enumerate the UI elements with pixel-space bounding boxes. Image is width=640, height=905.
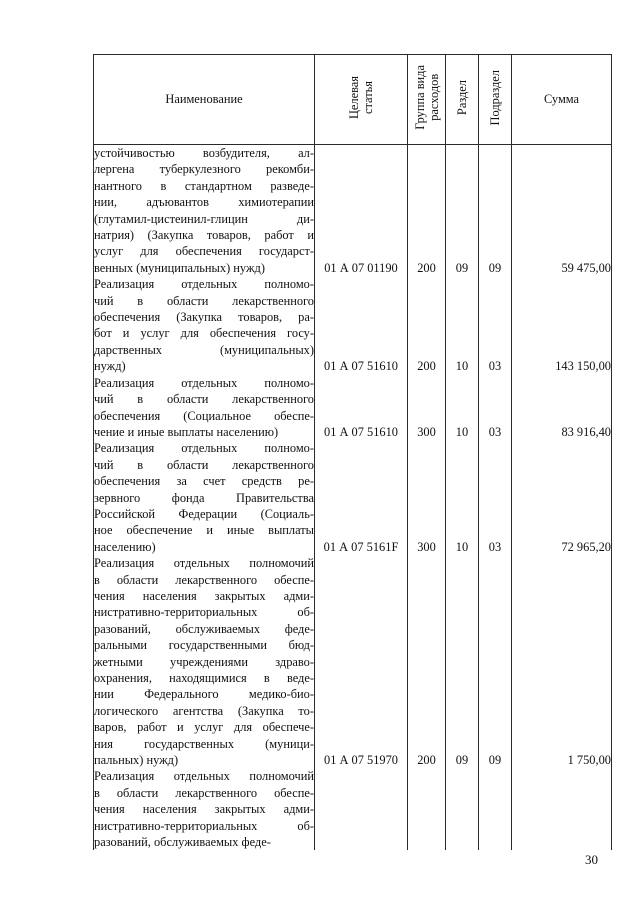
header-target: Целевая статья (315, 55, 408, 145)
name-line: Реализация отдельных полномо- (94, 375, 314, 390)
table-row (94, 768, 612, 850)
header-sum: Сумма (512, 55, 612, 145)
cell-target: 01 А 07 01190 (315, 145, 408, 277)
name-line: нии Федерального медико-био- (94, 687, 314, 702)
name-line: Реализация отдельных полномо- (94, 441, 314, 456)
name-line: нужд) (94, 359, 126, 374)
name-line: разований, обслуживаемых феде- (94, 835, 271, 850)
cell-group (408, 768, 446, 850)
name-line: устойчивостью возбудителя, ал- (94, 146, 314, 160)
name-line: населению) (94, 539, 156, 554)
cell-name (94, 276, 315, 374)
table-row (94, 276, 612, 374)
name-line: чение и иные выплаты населению) (94, 424, 279, 439)
cell-subsection: 03 (479, 276, 512, 374)
name-line: жетными учреждениями здраво- (94, 654, 314, 669)
name-line: чий в области лекарственного (94, 457, 314, 472)
table-row (94, 145, 612, 277)
name-line: зервного фонда Правительства (94, 490, 314, 505)
cell-group: 300 (408, 375, 446, 441)
cell-subsection: 03 (479, 440, 512, 555)
name-line: Реализация отдельных полномо- (94, 277, 314, 292)
name-line: чения населения закрытых адми- (94, 802, 314, 817)
cell-section: 09 (446, 555, 479, 768)
name-line: ния государственных (муници- (94, 736, 314, 751)
cell-section (446, 768, 479, 850)
name-line: в области лекарственного обеспе- (94, 572, 314, 587)
name-line: пальных) нужд) (94, 753, 179, 768)
cell-name (94, 375, 315, 441)
table-header-row (94, 55, 612, 145)
cell-group: 200 (408, 145, 446, 277)
name-line: лергена туберкулезного рекомби- (94, 162, 314, 177)
cell-group: 200 (408, 276, 446, 374)
name-line: обеспечения за счет средств ре- (94, 474, 314, 489)
name-line: Реализация отдельных полномочий (94, 769, 314, 784)
table-row (94, 375, 612, 441)
cell-section: 10 (446, 276, 479, 374)
cell-target (315, 768, 408, 850)
name-line: дарственных (муниципальных) (94, 342, 314, 357)
name-line: разований, обслуживаемых феде- (94, 621, 314, 636)
header-section: Раздел (446, 55, 479, 145)
name-line: услуг для обеспечения государст- (94, 244, 314, 259)
cell-sum: 72 965,20 (512, 440, 612, 555)
name-line: натрия) (Закупка товаров, работ и (94, 228, 314, 243)
cell-sum: 143 150,00 (512, 276, 612, 374)
name-line: обеспечения (Социальное обеспе- (94, 408, 314, 423)
name-line: Реализация отдельных полномочий (94, 556, 314, 571)
page-number: 30 (585, 852, 598, 867)
name-line: ральными государственными бюд- (94, 638, 314, 653)
name-line: охранения, находящимися в веде- (94, 671, 314, 685)
table-row (94, 440, 612, 555)
name-line: Российской Федерации (Социаль- (94, 506, 314, 521)
cell-subsection: 09 (479, 145, 512, 277)
header-group: Группа вида расходов (408, 55, 446, 145)
cell-section: 10 (446, 440, 479, 555)
name-line: варов, работ и услуг для обеспече- (94, 720, 314, 735)
cell-subsection (479, 768, 512, 850)
cell-target: 01 А 07 51970 (315, 555, 408, 768)
header-name: Наименование (94, 55, 315, 145)
cell-target: 01 А 07 5161F (315, 440, 408, 555)
name-line: чий в области лекарственного (94, 392, 314, 407)
cell-subsection: 03 (479, 375, 512, 441)
cell-name (94, 440, 315, 555)
name-line: логического агентства (Закупка то- (94, 703, 314, 718)
cell-group: 300 (408, 440, 446, 555)
cell-group: 200 (408, 555, 446, 768)
cell-name (94, 145, 315, 277)
cell-name (94, 768, 315, 850)
cell-name (94, 555, 315, 768)
cell-target: 01 А 07 51610 (315, 276, 408, 374)
name-line: нантного в стандартном разведе- (94, 178, 314, 193)
cell-sum: 59 475,00 (512, 145, 612, 277)
name-line: (глутамил-цистеинил-глицин ди- (94, 211, 314, 226)
name-line: венных (муниципальных) нужд) (94, 260, 265, 275)
table-body (94, 145, 612, 851)
name-line: бот и услуг для обеспечения госу- (94, 326, 314, 341)
cell-sum: 83 916,40 (512, 375, 612, 441)
header-subsection: Подраздел (479, 55, 512, 145)
name-line: обеспечения (Закупка товаров, ра- (94, 310, 314, 325)
name-line: чения населения закрытых адми- (94, 588, 314, 603)
name-line: нии, адъювантов химиотерапии (94, 195, 314, 210)
name-line: нистративно-территориальных об- (94, 818, 314, 833)
cell-sum (512, 768, 612, 850)
table-row (94, 555, 612, 768)
cell-subsection: 09 (479, 555, 512, 768)
budget-table (93, 54, 612, 850)
cell-section: 09 (446, 145, 479, 277)
cell-section: 10 (446, 375, 479, 441)
name-line: ное обеспечение и иные выплаты (94, 523, 314, 538)
name-line: нистративно-территориальных об- (94, 605, 314, 620)
cell-sum: 1 750,00 (512, 555, 612, 768)
name-line: в области лекарственного обеспе- (94, 785, 314, 800)
name-line: чий в области лекарственного (94, 293, 314, 308)
cell-target: 01 А 07 51610 (315, 375, 408, 441)
